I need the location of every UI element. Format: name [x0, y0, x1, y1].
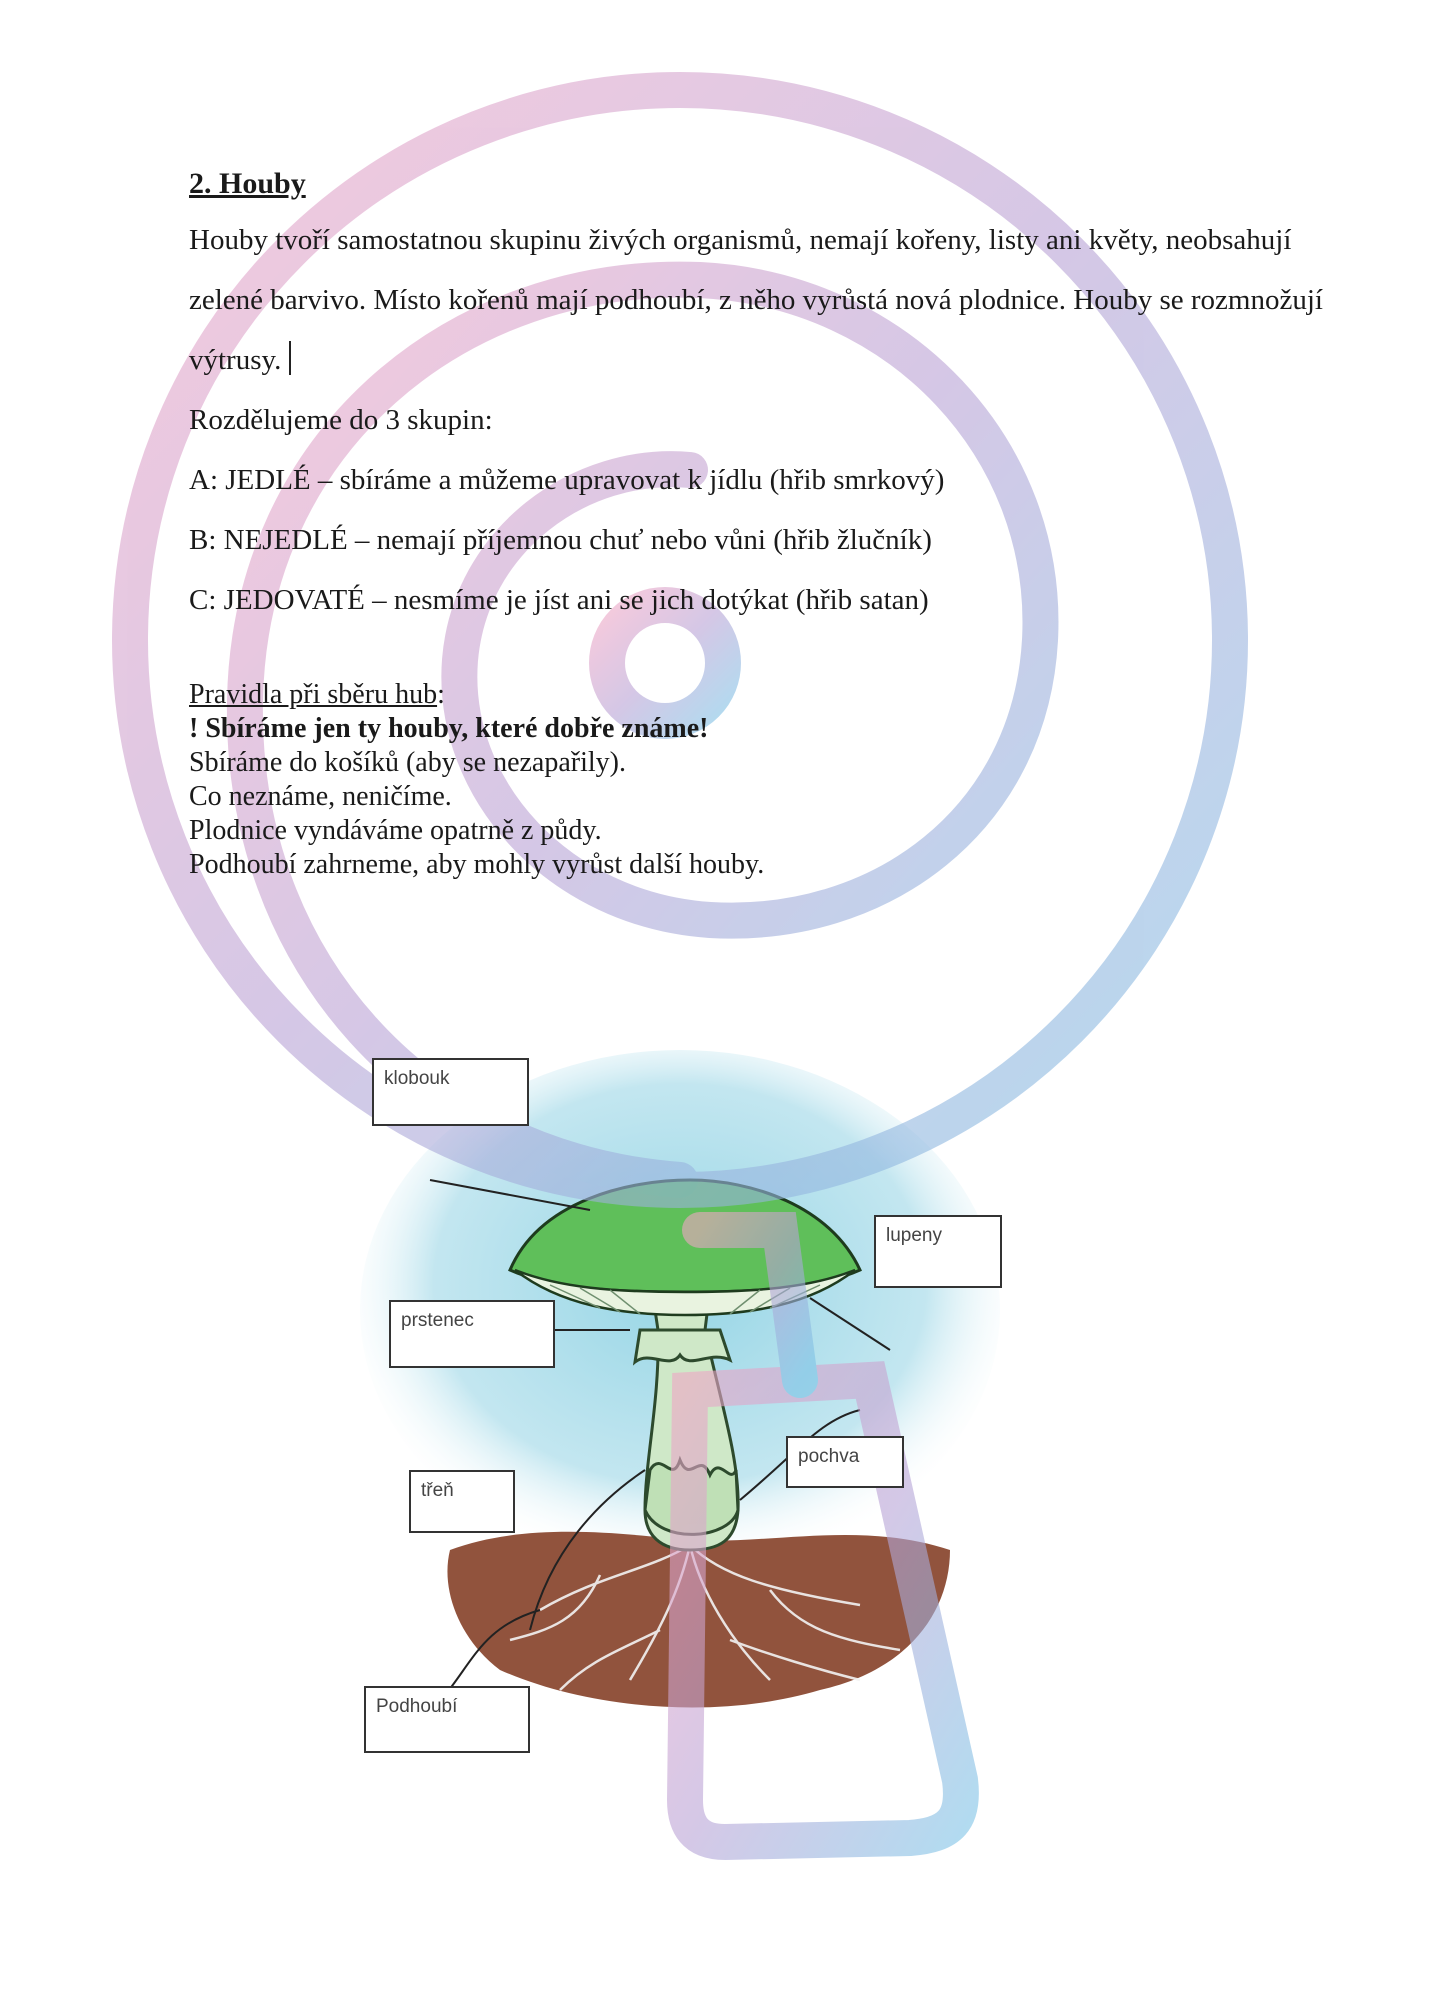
volva	[645, 1460, 738, 1534]
label-cap: klobouk	[372, 1058, 529, 1126]
group-b: B: NEJEDLÉ – nemají příjemnou chuť nebo vůni (hřib žlučník)	[189, 524, 932, 556]
collecting-rules	[189, 678, 1289, 882]
rule-item: Podhoubí zahrneme, aby mohly vyrůst další houby.	[189, 849, 765, 880]
intro-paragraph	[189, 210, 1339, 390]
section-title: 2. Houby	[189, 167, 306, 200]
label-ring: prstenec	[389, 1300, 555, 1368]
group-c: C: JEDOVATÉ – nesmíme je jíst ani se jich dotýkat (hřib satan)	[189, 584, 929, 616]
ring	[635, 1330, 730, 1362]
section-content	[189, 158, 1339, 630]
text-cursor	[289, 341, 291, 375]
label-stem: třeň	[409, 1470, 515, 1533]
rules-emphasis: ! Sbíráme jen ty houby, které dobře známe!	[189, 713, 709, 744]
rules-heading-text: Pravidla při sběru hub	[189, 679, 438, 710]
rules-heading-colon: :	[437, 679, 445, 710]
label-gills: lupeny	[874, 1215, 1002, 1288]
rule-item: Plodnice vyndáváme opatrně z půdy.	[189, 815, 602, 846]
intro-text: Houby tvoří samostatnou skupinu živých organismů, nemají kořeny, listy ani květy, neobsahují zelené barvivo. Místo kořenů mají podhoubí, z něho vyrůstá nová plodnice. Houby se rozmnožují výtrusy.	[189, 224, 1323, 376]
groups-intro: Rozdělujeme do 3 skupin:	[189, 404, 493, 436]
soil	[447, 1532, 950, 1708]
label-volva: pochva	[786, 1436, 904, 1488]
rules-heading	[189, 678, 1289, 712]
mushroom-diagram	[300, 1030, 1060, 1790]
label-mycelium: Podhoubí	[364, 1686, 530, 1753]
rule-item: Sbíráme do košíků (aby se nezapařily).	[189, 747, 626, 778]
group-a: A: JEDLÉ – sbíráme a můžeme upravovat k jídlu (hřib smrkový)	[189, 464, 945, 496]
rule-item: Co neznáme, neničíme.	[189, 781, 452, 812]
